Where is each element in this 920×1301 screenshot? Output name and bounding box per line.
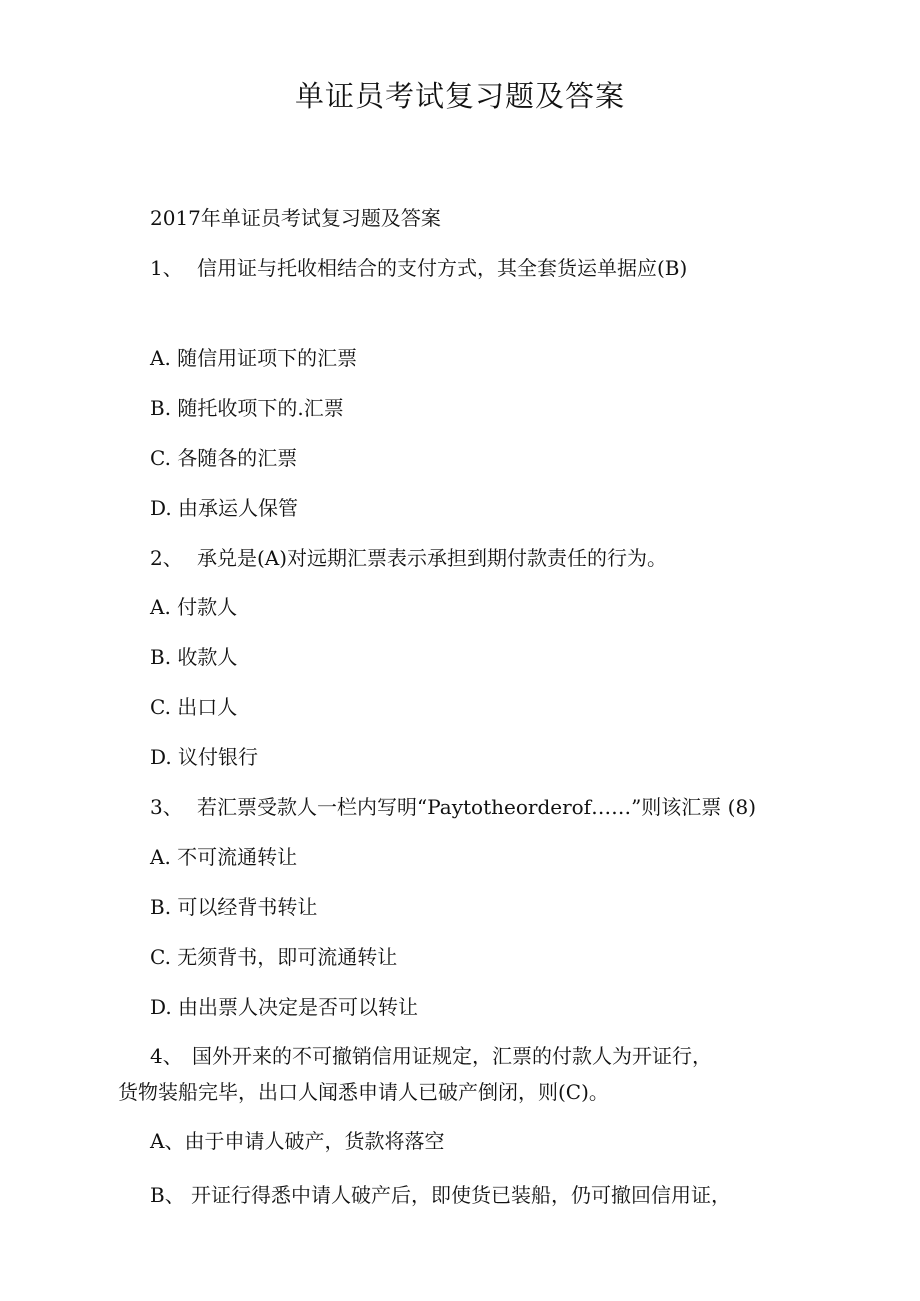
question-text: 国外开来的不可撤销信用证规定，汇票的付款人为开证行， <box>192 1044 712 1068</box>
option-4b: B、 开证行得悉中请人破产后，即使货已装船，仍可撤回信用证， <box>150 1183 732 1207</box>
question-3 <box>150 792 756 822</box>
question-number: 4、 <box>150 1044 183 1068</box>
question-4 <box>150 1041 712 1071</box>
option-3b: B. 可以经背书转让 <box>150 895 318 919</box>
document-title: 单证员考试复习题及答案 <box>294 79 625 113</box>
document-subtitle: 2017年单证员考试复习题及答案 <box>150 206 441 230</box>
option-3c: C. 无须背书，即可流通转让 <box>150 945 398 969</box>
option-1c: C. 各随各的汇票 <box>150 446 298 470</box>
question-4-continued: 货物装船完毕，出口人闻悉申请人已破产倒闭，则(C)。 <box>118 1080 609 1104</box>
option-1b: B. 随托收项下的.汇票 <box>150 396 344 420</box>
option-2c: C. 出口人 <box>150 695 238 719</box>
question-number: 2、 <box>150 546 183 570</box>
question-1 <box>150 253 687 283</box>
question-text: 信用证与托收相结合的支付方式，其全套货运单据应(B) <box>197 256 688 280</box>
question-text: 承兑是(A)对远期汇票表示承担到期付款责任的行为。 <box>197 546 668 570</box>
option-4a: A、由于申请人破产，货款将落空 <box>150 1129 445 1153</box>
option-3a: A. 不可流通转让 <box>150 845 298 869</box>
option-3d: D. 由出票人决定是否可以转让 <box>150 995 419 1019</box>
option-1d: D. 由承运人保管 <box>150 496 299 520</box>
option-2b: B. 收款人 <box>150 645 238 669</box>
option-2a: A. 付款人 <box>150 595 238 619</box>
question-number: 3、 <box>150 795 183 819</box>
option-2d: D. 议付银行 <box>150 745 259 769</box>
option-1a: A. 随信用证项下的汇票 <box>150 346 358 370</box>
question-text: 若汇票受款人一栏内写明“Paytotheorderof……”则该汇票 (8) <box>197 795 756 819</box>
question-number: 1、 <box>150 256 183 280</box>
question-2 <box>150 543 667 573</box>
